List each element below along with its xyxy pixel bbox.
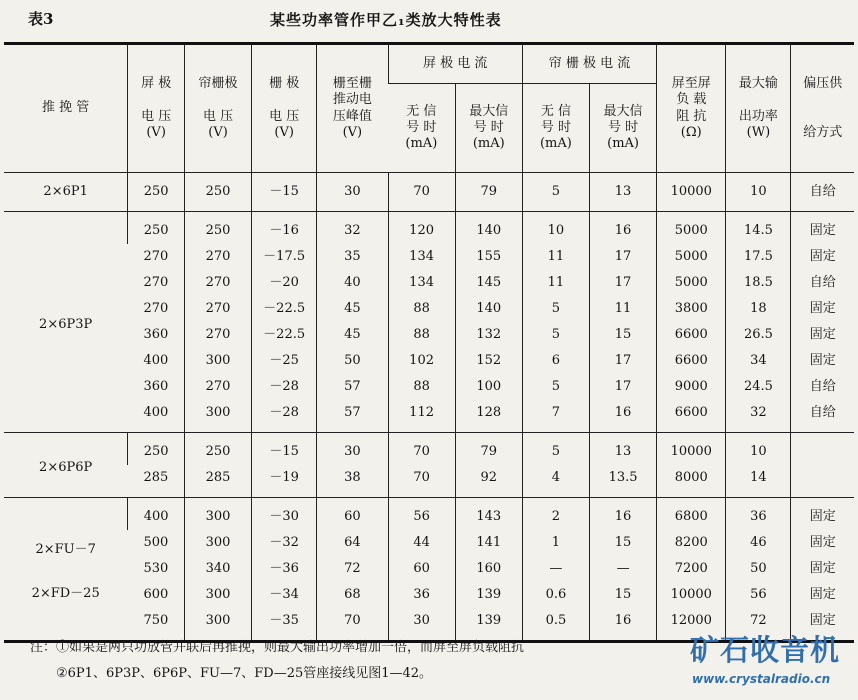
table-cell: 固定 bbox=[791, 582, 854, 608]
table-cell: 固定 bbox=[791, 530, 854, 556]
table-cell: 300 bbox=[184, 608, 251, 640]
table-cell: 17 bbox=[589, 348, 656, 374]
header-plate-voltage: 屏 极 电 压 (V) bbox=[128, 45, 185, 173]
table-cell: 120 bbox=[388, 212, 455, 245]
table-cell: 15 bbox=[589, 582, 656, 608]
table-cell: 24.5 bbox=[726, 374, 791, 400]
table-cell: 250 bbox=[184, 173, 251, 212]
table-cell bbox=[791, 465, 854, 498]
table-cell: 5000 bbox=[657, 270, 726, 296]
table-cell: －22.5 bbox=[252, 296, 317, 322]
table-cell: 9000 bbox=[657, 374, 726, 400]
header-screen-voltage: 帘栅极 电 压 (V) bbox=[184, 45, 251, 173]
table-cell: 5000 bbox=[657, 212, 726, 245]
table-cell: 270 bbox=[184, 322, 251, 348]
table-cell: 1 bbox=[522, 530, 589, 556]
table-cell: 固定 bbox=[791, 244, 854, 270]
table-cell: 固定 bbox=[791, 608, 854, 640]
table-cell: 17 bbox=[589, 270, 656, 296]
table-cell: 5 bbox=[522, 433, 589, 466]
table-cell: 40 bbox=[317, 270, 388, 296]
table-cell: －36 bbox=[252, 556, 317, 582]
table-cell: 250 bbox=[128, 173, 185, 212]
table-cell: 57 bbox=[317, 400, 388, 433]
table-cell: — bbox=[589, 556, 656, 582]
table-cell: 36 bbox=[388, 582, 455, 608]
table-group-6p3p bbox=[4, 212, 854, 433]
table-cell: 139 bbox=[455, 608, 522, 640]
table-cell: 300 bbox=[184, 582, 251, 608]
table-cell: 10 bbox=[726, 173, 791, 212]
table-cell: 自给 bbox=[791, 270, 854, 296]
table-cell: 250 bbox=[184, 212, 251, 245]
footnote-1: 注：①如果是两只功放管并联后再推挽，则最大输出功率增加一倍，而屏至屏负载阻抗 bbox=[30, 640, 525, 655]
table-cell: 32 bbox=[317, 212, 388, 245]
table-cell: 270 bbox=[143, 300, 169, 316]
table-cell: 12000 bbox=[657, 608, 726, 640]
table-cell: －32 bbox=[252, 530, 317, 556]
table-row bbox=[4, 212, 854, 245]
table-row bbox=[4, 556, 854, 582]
table-cell: 4 bbox=[522, 465, 589, 498]
table-cell: －15 bbox=[252, 433, 317, 466]
table-cell: 72 bbox=[317, 556, 388, 582]
table-cell: 10 bbox=[522, 212, 589, 245]
table-cell: 72 bbox=[726, 608, 791, 640]
table-cell: 70 bbox=[388, 433, 455, 466]
watermark-text: 矿石收音机 bbox=[690, 633, 841, 667]
table-cell: 7 bbox=[522, 400, 589, 433]
table-cell: 固定 bbox=[791, 212, 854, 245]
table-cell: 134 bbox=[388, 244, 455, 270]
tube-name: 2×6P6P bbox=[39, 459, 93, 475]
table-cell: 70 bbox=[388, 465, 455, 498]
table-cell: 6 bbox=[522, 348, 589, 374]
table-cell: 13 bbox=[589, 173, 656, 212]
table-cell: 5 bbox=[522, 322, 589, 348]
tube-name-cell bbox=[4, 173, 128, 212]
table-cell: 140 bbox=[455, 296, 522, 322]
table-cell: 17 bbox=[589, 244, 656, 270]
table-cell: 26.5 bbox=[726, 322, 791, 348]
table-cell: 102 bbox=[388, 348, 455, 374]
table-cell: －20 bbox=[252, 270, 317, 296]
table-row bbox=[4, 270, 854, 296]
tube-name: 2×FU－7 bbox=[35, 541, 96, 557]
table-cell: －17.5 bbox=[252, 244, 317, 270]
table-cell: 88 bbox=[388, 322, 455, 348]
table-group-6p6p bbox=[4, 433, 854, 498]
tube-name: 2×6P3P bbox=[39, 316, 93, 332]
table-cell: 8000 bbox=[657, 465, 726, 498]
table-cell: 300 bbox=[184, 400, 251, 433]
table-cell: 270 bbox=[143, 248, 169, 264]
table-cell: 60 bbox=[388, 556, 455, 582]
header-max-output: 最大输 出功率 (W) bbox=[726, 45, 791, 173]
table-cell: 7200 bbox=[657, 556, 726, 582]
table-cell: 70 bbox=[388, 173, 455, 212]
table-cell: 44 bbox=[388, 530, 455, 556]
table-cell bbox=[791, 433, 854, 466]
table-cell: 70 bbox=[317, 608, 388, 640]
table-cell: 13.5 bbox=[589, 465, 656, 498]
table-cell: 112 bbox=[388, 400, 455, 433]
table-cell: 0.5 bbox=[522, 608, 589, 640]
table-cell: 5 bbox=[522, 374, 589, 400]
table-cell: 11 bbox=[522, 270, 589, 296]
table-cell: 6600 bbox=[657, 322, 726, 348]
header-screen-max-signal: 最大信 号 时 (mA) bbox=[589, 84, 656, 173]
data-table bbox=[4, 45, 854, 640]
table-cell: 固定 bbox=[791, 556, 854, 582]
table-row bbox=[4, 322, 854, 348]
table-row bbox=[4, 244, 854, 270]
table-cell: 56 bbox=[726, 582, 791, 608]
table-cell: 340 bbox=[184, 556, 251, 582]
table-cell: 14 bbox=[726, 465, 791, 498]
table-cell: 88 bbox=[388, 374, 455, 400]
table-cell: 46 bbox=[726, 530, 791, 556]
table-cell: 155 bbox=[455, 244, 522, 270]
table-cell: 64 bbox=[317, 530, 388, 556]
table-cell: －15 bbox=[252, 173, 317, 212]
header-load: 屏至屏 负 载 阻 抗 (Ω) bbox=[657, 45, 726, 173]
table-cell: 固定 bbox=[791, 348, 854, 374]
table-label: 表3 bbox=[28, 10, 54, 28]
table-cell: 100 bbox=[455, 374, 522, 400]
table-cell: 3800 bbox=[657, 296, 726, 322]
table-cell: 18 bbox=[726, 296, 791, 322]
header-screen-no-signal: 无 信 号 时 (mA) bbox=[522, 84, 589, 173]
table-cell: 固定 bbox=[791, 498, 854, 531]
table-cell: －28 bbox=[252, 400, 317, 433]
table-group-fu7-fd25 bbox=[4, 498, 854, 641]
table-cell: －35 bbox=[252, 608, 317, 640]
table-group-6p1 bbox=[4, 173, 854, 212]
table-cell: 88 bbox=[388, 296, 455, 322]
data-table-wrapper bbox=[4, 42, 854, 643]
table-cell: 139 bbox=[455, 582, 522, 608]
table-row bbox=[4, 582, 854, 608]
header-tube: 推 挽 管 bbox=[42, 100, 90, 116]
table-cell: — bbox=[522, 556, 589, 582]
tube-name-cell bbox=[4, 498, 128, 641]
table-cell: 50 bbox=[317, 348, 388, 374]
table-cell: 300 bbox=[184, 498, 251, 531]
table-cell: 300 bbox=[184, 348, 251, 374]
table-cell: 270 bbox=[184, 270, 251, 296]
table-cell: 400 bbox=[143, 404, 169, 420]
table-cell: 300 bbox=[184, 530, 251, 556]
table-cell: 16 bbox=[589, 212, 656, 245]
table-cell: 152 bbox=[455, 348, 522, 374]
table-cell: 160 bbox=[455, 556, 522, 582]
table-cell: 45 bbox=[317, 322, 388, 348]
table-cell: 自给 bbox=[791, 374, 854, 400]
table-cell: 270 bbox=[184, 244, 251, 270]
table-cell: 10000 bbox=[657, 582, 726, 608]
table-cell: 400 bbox=[143, 352, 169, 368]
table-cell: 250 bbox=[184, 433, 251, 466]
table-cell: 270 bbox=[184, 374, 251, 400]
table-row bbox=[4, 433, 854, 466]
table-cell: 34 bbox=[726, 348, 791, 374]
table-cell: 530 bbox=[143, 560, 169, 576]
table-cell: 30 bbox=[317, 433, 388, 466]
table-cell: 45 bbox=[317, 296, 388, 322]
table-cell: －34 bbox=[252, 582, 317, 608]
table-cell: －16 bbox=[252, 212, 317, 245]
table-cell: 13 bbox=[589, 433, 656, 466]
header-plate-no-signal: 无 信 号 时 (mA) bbox=[405, 103, 438, 152]
table-cell: 360 bbox=[143, 378, 169, 394]
table-row bbox=[4, 400, 854, 433]
table-cell: 600 bbox=[143, 586, 169, 602]
table-cell: 10000 bbox=[657, 433, 726, 466]
table-cell: 285 bbox=[184, 465, 251, 498]
table-cell: 57 bbox=[317, 374, 388, 400]
table-cell: 36 bbox=[726, 498, 791, 531]
footnote-2: ②6P1、6P3P、6P6P、FU—7、FD—25管座接线见图1—42。 bbox=[56, 666, 433, 681]
table-cell: 141 bbox=[455, 530, 522, 556]
table-cell: 6800 bbox=[657, 498, 726, 531]
header-grid-voltage: 栅 极 电 压 (V) bbox=[252, 45, 317, 173]
table-header bbox=[4, 45, 854, 173]
table-cell: 6600 bbox=[657, 400, 726, 433]
table-cell: 30 bbox=[388, 608, 455, 640]
table-cell: 2 bbox=[522, 498, 589, 531]
table-cell: 50 bbox=[726, 556, 791, 582]
table-cell: 6600 bbox=[657, 348, 726, 374]
table-cell: 38 bbox=[317, 465, 388, 498]
header-bias: 偏压供 给方式 bbox=[791, 45, 854, 173]
header-plate-max-signal: 最大信 号 时 (mA) bbox=[455, 84, 522, 173]
table-cell: 79 bbox=[455, 173, 522, 212]
watermark-logo bbox=[690, 628, 850, 696]
table-cell: 30 bbox=[317, 173, 388, 212]
table-cell: 400 bbox=[128, 498, 185, 531]
table-cell: －30 bbox=[252, 498, 317, 531]
table-cell: 5 bbox=[522, 173, 589, 212]
tube-name: 2×6P1 bbox=[43, 183, 88, 199]
table-cell: －25 bbox=[252, 348, 317, 374]
table-cell: 自给 bbox=[791, 400, 854, 433]
table-cell: 11 bbox=[589, 296, 656, 322]
tube-name-cell bbox=[4, 212, 128, 433]
table-cell: 固定 bbox=[791, 296, 854, 322]
table-cell: 10000 bbox=[657, 173, 726, 212]
table-cell: 134 bbox=[388, 270, 455, 296]
table-cell: 145 bbox=[455, 270, 522, 296]
table-cell: 68 bbox=[317, 582, 388, 608]
table-cell: 17 bbox=[589, 374, 656, 400]
table-cell: 自给 bbox=[791, 173, 854, 212]
table-row bbox=[4, 296, 854, 322]
header-screen-current: 帘 栅 极 电 流 bbox=[522, 45, 656, 84]
table-row bbox=[4, 498, 854, 531]
table-cell: 0.6 bbox=[522, 582, 589, 608]
table-cell: 15 bbox=[589, 322, 656, 348]
table-cell: 143 bbox=[455, 498, 522, 531]
table-cell: 270 bbox=[184, 296, 251, 322]
table-cell: 360 bbox=[143, 326, 169, 342]
table-cell: 132 bbox=[455, 322, 522, 348]
tube-name: 2×FD－25 bbox=[31, 586, 100, 601]
table-cell: 18.5 bbox=[726, 270, 791, 296]
table-row bbox=[4, 530, 854, 556]
table-cell: 60 bbox=[317, 498, 388, 531]
table-cell: 5000 bbox=[657, 244, 726, 270]
header-grid-drive: 栅至栅 推动电 压峰值 (V) bbox=[317, 45, 388, 173]
table-cell: 500 bbox=[143, 534, 169, 550]
table-row bbox=[4, 465, 854, 498]
table-cell: 16 bbox=[589, 608, 656, 640]
tube-name-cell bbox=[4, 433, 128, 498]
table-cell: 79 bbox=[455, 433, 522, 466]
table-cell: 140 bbox=[455, 212, 522, 245]
table-cell: 270 bbox=[143, 274, 169, 290]
table-cell: 14.5 bbox=[726, 212, 791, 245]
table-cell: 16 bbox=[589, 498, 656, 531]
table-cell: 92 bbox=[455, 465, 522, 498]
table-cell: 32 bbox=[726, 400, 791, 433]
table-cell: －19 bbox=[252, 465, 317, 498]
table-row bbox=[4, 348, 854, 374]
table-cell: 固定 bbox=[791, 322, 854, 348]
table-cell: 15 bbox=[589, 530, 656, 556]
table-row bbox=[4, 173, 854, 212]
table-cell: 56 bbox=[388, 498, 455, 531]
table-cell: －22.5 bbox=[252, 322, 317, 348]
table-cell: －28 bbox=[252, 374, 317, 400]
table-cell: 8200 bbox=[657, 530, 726, 556]
table-cell: 5 bbox=[522, 296, 589, 322]
table-cell: 17.5 bbox=[726, 244, 791, 270]
header-plate-current: 屏 极 电 流 bbox=[388, 45, 522, 84]
table-cell: 285 bbox=[143, 469, 169, 485]
table-row bbox=[4, 374, 854, 400]
table-cell: 11 bbox=[522, 244, 589, 270]
table-cell: 10 bbox=[726, 433, 791, 466]
table-cell: 16 bbox=[589, 400, 656, 433]
table-cell: 250 bbox=[128, 212, 185, 245]
table-title: 某些功率管作甲乙₁类放大特性表 bbox=[270, 11, 502, 29]
watermark-url: www.crystalradio.cn bbox=[692, 672, 831, 686]
table-cell: 250 bbox=[128, 433, 185, 466]
table-cell: 128 bbox=[455, 400, 522, 433]
table-cell: 35 bbox=[317, 244, 388, 270]
table-cell: 750 bbox=[143, 612, 169, 628]
